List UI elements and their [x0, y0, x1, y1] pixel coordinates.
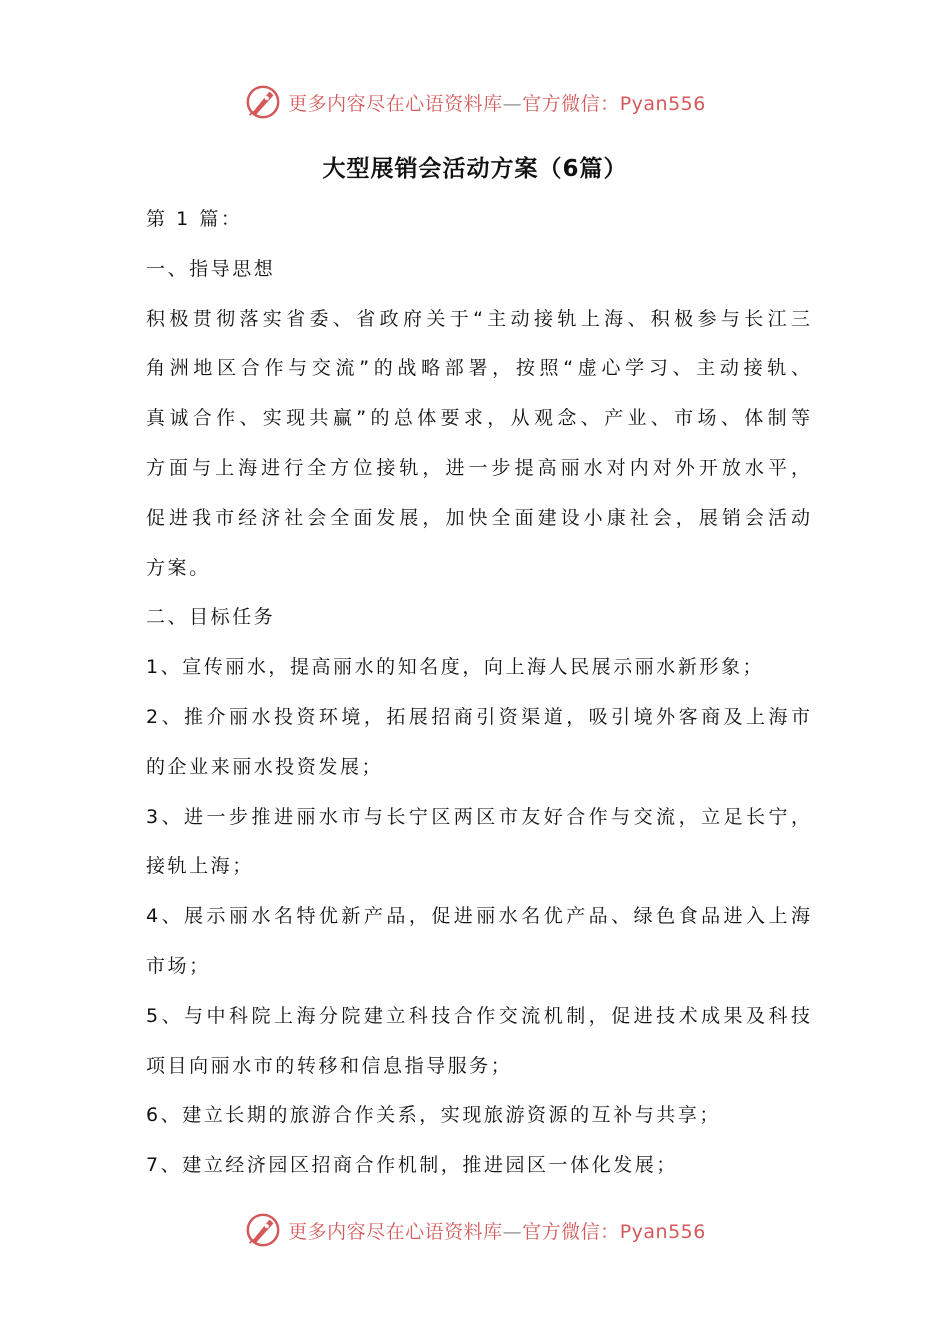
body-line: 促进我市经济社会全面发展，加快全面建设小康社会，展销会活动 — [146, 506, 810, 529]
watermark-dash: — — [502, 92, 523, 115]
body-line: 真诚合作、实现共赢”的总体要求，从观念、产业、市场、体制等 — [146, 407, 810, 430]
watermark-dash: — — [502, 1220, 523, 1243]
body-line: 1、宣传丽水，提高丽水的知名度，向上海人民展示丽水新形象； — [146, 656, 765, 679]
body-line: 6、建立长期的旅游合作关系，实现旅游资源的互补与共享； — [146, 1104, 721, 1127]
document-body — [146, 195, 810, 1191]
watermark-banner-bottom — [0, 1208, 950, 1252]
watermark-text — [288, 1217, 706, 1244]
body-line: 市场； — [146, 954, 211, 977]
watermark-banner-top — [0, 80, 950, 124]
body-line: 角洲地区合作与交流”的战略部署，按照“虚心学习、主动接轨、 — [146, 357, 810, 380]
watermark-suffix: 官方微信： — [522, 1220, 620, 1243]
body-line: 方案。 — [146, 556, 211, 579]
body-line: 3、进一步推进丽水市与长宁区两区市友好合作与交流，立足长宁， — [146, 805, 810, 828]
body-line: 一、指导思想 — [146, 257, 276, 280]
body-line: 的企业来丽水投资发展； — [146, 755, 384, 778]
pen-nib-circle-logo — [244, 1211, 282, 1249]
body-line: 积极贯彻落实省委、省政府关于“主动接轨上海、积极参与长江三 — [146, 307, 810, 330]
body-line: 方面与上海进行全方位接轨，进一步提高丽水对内对外开放水平， — [146, 456, 810, 479]
watermark-prefix: 更多内容尽在心语资料库 — [288, 1220, 503, 1243]
watermark-prefix: 更多内容尽在心语资料库 — [288, 92, 503, 115]
watermark-handle: Pyan556 — [619, 1220, 706, 1243]
pen-nib-circle-logo — [244, 83, 282, 121]
body-line: 5、与中科院上海分院建立科技合作交流机制，促进技术成果及科技 — [146, 1004, 810, 1027]
watermark-suffix: 官方微信： — [522, 92, 620, 115]
body-line: 项目向丽水市的转移和信息指导服务； — [146, 1054, 513, 1077]
watermark-handle: Pyan556 — [619, 92, 706, 115]
body-line: 接轨上海； — [146, 855, 254, 878]
watermark-text — [288, 89, 706, 116]
body-line: 4、展示丽水名特优新产品，促进丽水名优产品、绿色食品进入上海 — [146, 905, 810, 928]
body-line: 二、目标任务 — [146, 606, 276, 629]
document-title: 大型展销会活动方案（6篇） — [322, 156, 628, 182]
body-line: 2、推介丽水投资环境，拓展招商引资渠道，吸引境外客商及上海市 — [146, 705, 810, 728]
body-line: 第 1 篇： — [146, 208, 243, 230]
body-line: 7、建立经济园区招商合作机制，推进园区一体化发展； — [146, 1154, 678, 1177]
